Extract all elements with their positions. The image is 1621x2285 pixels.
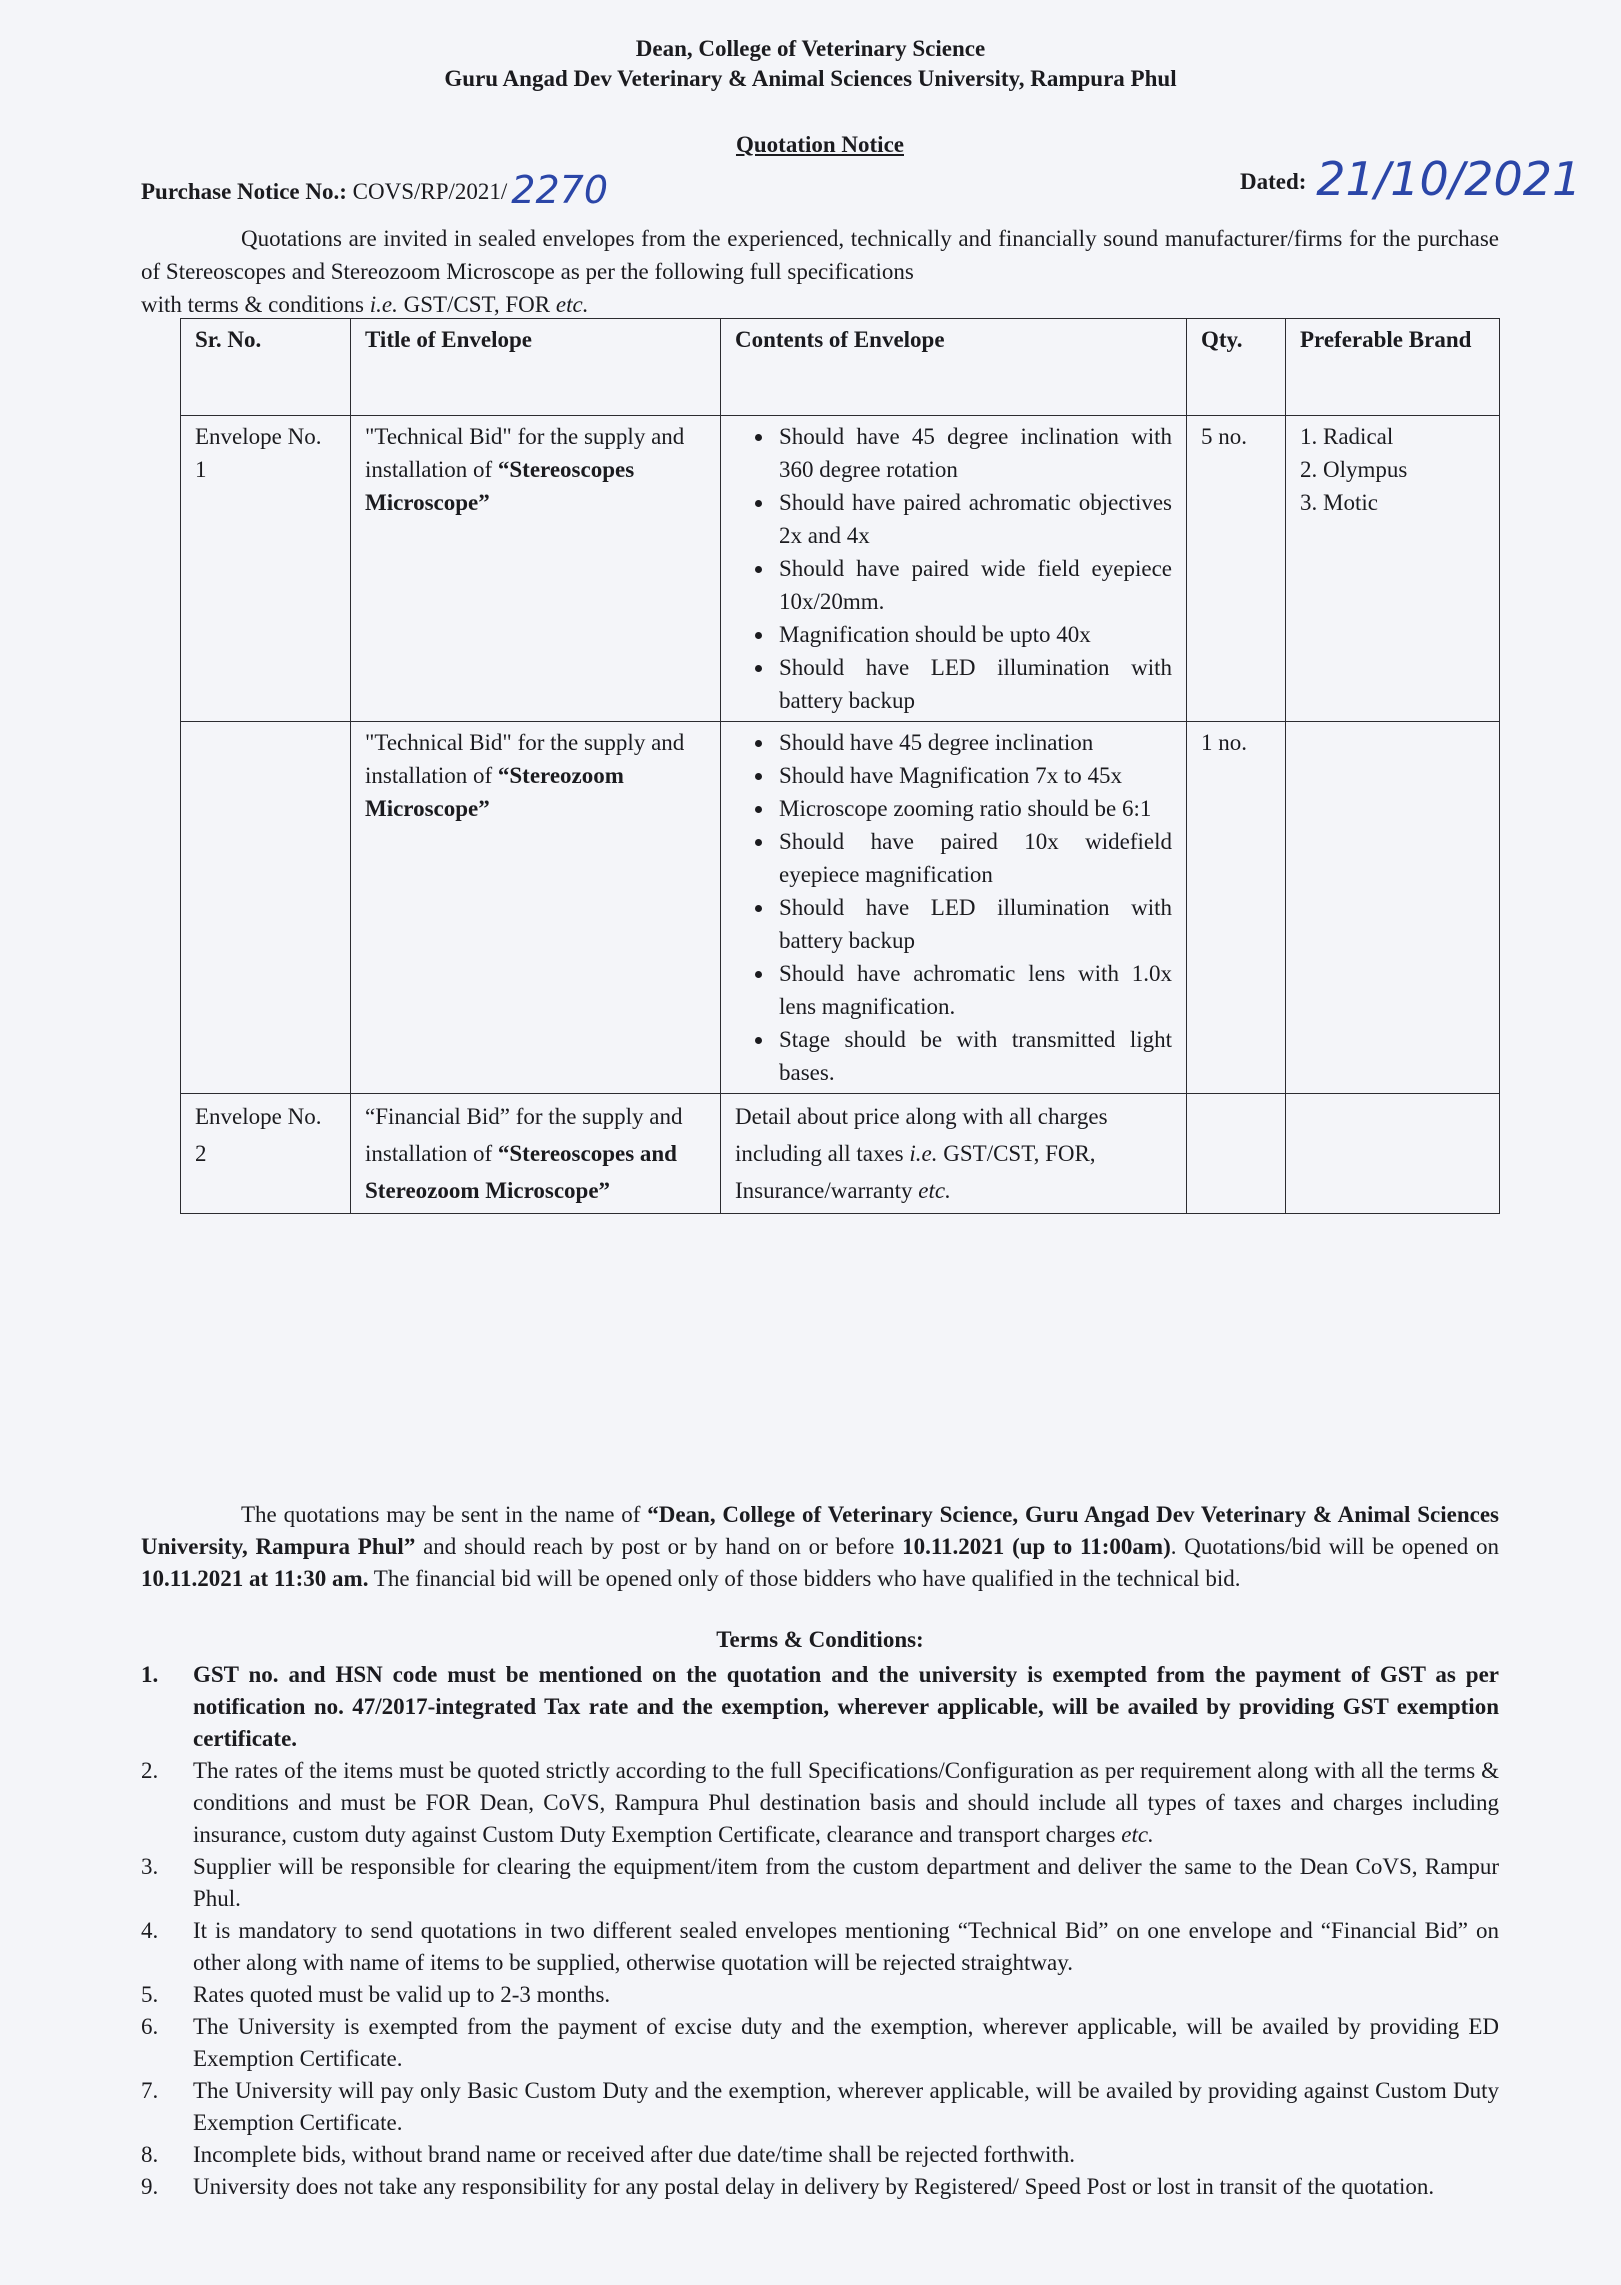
- list-item: [141, 1851, 1499, 1915]
- purchase-notice-prefix: COVS/RP/2021/: [352, 179, 508, 204]
- cell-qty: 1 no.: [1187, 722, 1286, 1094]
- term-number: 7.: [141, 2078, 159, 2103]
- cell-title: [351, 1094, 721, 1214]
- envelope-table: [180, 318, 1500, 1214]
- handwritten-notice-number: 2270: [511, 168, 609, 212]
- contents-list: [735, 420, 1172, 717]
- list-item: 2. Olympus: [1300, 457, 1408, 482]
- contents-etc: etc.: [918, 1178, 951, 1203]
- table-row: [181, 1094, 1500, 1214]
- list-item: [141, 2075, 1499, 2139]
- list-item: • Should have paired wide field eyepiece 10x/20mm.: [775, 552, 1172, 618]
- list-item: • Should have Magnification 7x to 45x: [775, 759, 1172, 792]
- cell-contents: [721, 1094, 1187, 1214]
- header-title: Title of Envelope: [351, 319, 721, 416]
- list-item: • Should have achromatic lens with 1.0x lens magnification.: [775, 957, 1172, 1023]
- purchase-notice: [141, 164, 609, 212]
- para-text: The quotations may be sent in the name of: [241, 1502, 648, 1527]
- header-qty: Qty.: [1187, 319, 1286, 416]
- title-text: “Financial Bid” for the supply and installation of: [365, 1104, 683, 1166]
- header-line-2: Guru Angad Dev Veterinary & Animal Sciences University, Rampura Phul: [444, 66, 1177, 91]
- list-item: [141, 1979, 1499, 2011]
- intro-last-start: with terms & conditions: [141, 292, 370, 317]
- list-item: • Should have LED illumination with battery backup: [775, 891, 1172, 957]
- term-number: 8.: [141, 2142, 159, 2167]
- list-item: • Should have LED illumination with battery backup: [775, 651, 1172, 717]
- para-bold-name: “Dean, College of Veterinary Science, Guru Angad Dev Veterinary & Animal Sciences University, Rampura Phul”: [141, 1502, 1500, 1559]
- term-number: 4.: [141, 1918, 159, 1943]
- term-number: 6.: [141, 2014, 159, 2039]
- term-number: 2.: [141, 1758, 159, 1783]
- para-text: and should reach by post or by hand on or before: [415, 1534, 903, 1559]
- list-item: [141, 2011, 1499, 2075]
- title-bold: “Stereoscopes Microscope”: [365, 457, 635, 515]
- header-sr-no: Sr. No.: [181, 319, 351, 416]
- notice-title: Quotation Notice: [735, 132, 904, 157]
- dated: [1240, 146, 1582, 206]
- brand-list: [1300, 420, 1485, 519]
- cell-brand: [1286, 722, 1500, 1094]
- cell-title: [351, 416, 721, 722]
- term-text: University does not take any responsibility for any postal delay in delivery by Registered/ Speed Post or lost in transit of the quotation.: [193, 2174, 1435, 2199]
- intro-paragraph: [141, 222, 1499, 321]
- contents-mid: GST/CST, FOR, Insurance/warranty: [735, 1141, 1096, 1203]
- terms-list: [141, 1659, 1499, 2203]
- title-bold: “Stereozoom Microscope”: [365, 763, 624, 821]
- table-row: [181, 722, 1500, 1094]
- cell-contents: [721, 722, 1187, 1094]
- cell-contents: [721, 416, 1187, 722]
- title-text: "Technical Bid" for the supply and installation of: [365, 730, 685, 788]
- list-item: [141, 2171, 1499, 2203]
- term-text: GST no. and HSN code must be mentioned on the quotation and the university is exempted from the payment of GST as per notification no. 47/2017-integrated Tax rate and the exemption, wherever applicable, will be availed by providing GST exemption certificate.: [193, 1662, 1499, 1751]
- list-item: [141, 1755, 1499, 1851]
- term-text: Rates quoted must be valid up to 2-3 months.: [193, 1982, 611, 2007]
- list-item: • Stage should be with transmitted light bases.: [775, 1023, 1172, 1089]
- list-item: 3. Motic: [1300, 490, 1378, 515]
- list-item: • Microscope zooming ratio should be 6:1: [775, 792, 1172, 825]
- list-item: 1. Radical: [1300, 424, 1394, 449]
- term-text: Supplier will be responsible for clearing the equipment/item from the custom department and deliver the same to the Dean CoVS, Rampur Phul.: [193, 1854, 1499, 1911]
- contents-list: [735, 726, 1172, 1089]
- cell-sr: [181, 722, 351, 1094]
- term-number: 9.: [141, 2174, 159, 2199]
- cell-sr: Envelope No. 1: [181, 416, 351, 722]
- list-item: • Should have 45 degree inclination: [775, 726, 1172, 759]
- term-etc: etc.: [1121, 1822, 1154, 1847]
- term-text: The University will pay only Basic Custom Duty and the exemption, wherever applicable, will be availed by providing against Custom Duty Exemption Certificate.: [193, 2078, 1499, 2135]
- term-text: Incomplete bids, without brand name or received after due date/time shall be rejected forthwith.: [193, 2142, 1075, 2167]
- cell-sr: Envelope No. 2: [181, 1094, 351, 1214]
- para-text: The financial bid will be opened only of those bidders who have qualified in the technical bid.: [368, 1566, 1241, 1591]
- title-bold: “Stereoscopes and Stereozoom Microscope”: [365, 1141, 677, 1203]
- contents-ie: i.e.: [909, 1141, 938, 1166]
- terms-heading: Terms & Conditions:: [716, 1627, 924, 1652]
- cell-qty: 5 no.: [1187, 416, 1286, 722]
- header-brand: Preferable Brand: [1286, 319, 1500, 416]
- list-item: • Should have 45 degree inclination with 360 degree rotation: [775, 420, 1172, 486]
- intro-last-mid: GST/CST, FOR: [397, 292, 556, 317]
- term-number: 3.: [141, 1854, 159, 1879]
- term-text: The rates of the items must be quoted strictly according to the full Specifications/Configuration as per requirement along with all the terms & conditions and must be FOR Dean, CoVS, Rampura Phul destination basis and should include all types of taxes and charges including insurance, custom duty against Custom Duty Exemption Certificate, clearance and transport charges: [193, 1758, 1499, 1847]
- term-text: It is mandatory to send quotations in two different sealed envelopes mentioning “Technical Bid” on one envelope and “Financial Bid” on other along with name of items to be supplied, otherwise quotation will be rejected straightway.: [193, 1918, 1499, 1975]
- cell-title: [351, 722, 721, 1094]
- table-row: [181, 416, 1500, 722]
- term-number: 5.: [141, 1982, 159, 2007]
- list-item: [141, 2139, 1499, 2171]
- cell-qty: [1187, 1094, 1286, 1214]
- term-text: The University is exempted from the payment of excise duty and the exemption, wherever applicable, will be availed by providing ED Exemption Certificate.: [193, 2014, 1499, 2071]
- title-text: "Technical Bid" for the supply and installation of: [365, 424, 685, 482]
- list-item: [141, 1915, 1499, 1979]
- para-bold-opening: 10.11.2021 at 11:30 am.: [141, 1566, 369, 1591]
- submission-paragraph: [141, 1499, 1499, 1595]
- cell-brand: [1286, 416, 1500, 722]
- handwritten-date: 21/10/2021: [1316, 152, 1582, 206]
- intro-text: Quotations are invited in sealed envelopes from the experienced, technically and financially sound manufacturer/firms for the purchase of Stereoscopes and Stereozoom Microscope as per the following full specifications: [141, 226, 1499, 284]
- purchase-notice-label: Purchase Notice No.:: [141, 179, 347, 204]
- table-header-row: [181, 319, 1500, 416]
- para-bold-deadline: 10.11.2021 (up to 11:00am): [902, 1534, 1171, 1559]
- dated-label: Dated:: [1240, 169, 1307, 194]
- header-contents: Contents of Envelope: [721, 319, 1187, 416]
- list-item: • Should have paired achromatic objectives 2x and 4x: [775, 486, 1172, 552]
- contents-text: Detail about price along with all charges including all taxes: [735, 1104, 1108, 1166]
- list-item: [141, 1659, 1499, 1755]
- intro-etc: etc.: [555, 292, 589, 317]
- cell-brand: [1286, 1094, 1500, 1214]
- list-item: • Magnification should be upto 40x: [775, 618, 1172, 651]
- intro-last-line: [141, 288, 1499, 321]
- intro-ie: i.e.: [369, 292, 398, 317]
- list-item: • Should have paired 10x widefield eyepiece magnification: [775, 825, 1172, 891]
- para-text: . Quotations/bid will be opened on: [1170, 1534, 1499, 1559]
- term-number: 1.: [141, 1662, 159, 1687]
- header-line-1: Dean, College of Veterinary Science: [635, 36, 986, 61]
